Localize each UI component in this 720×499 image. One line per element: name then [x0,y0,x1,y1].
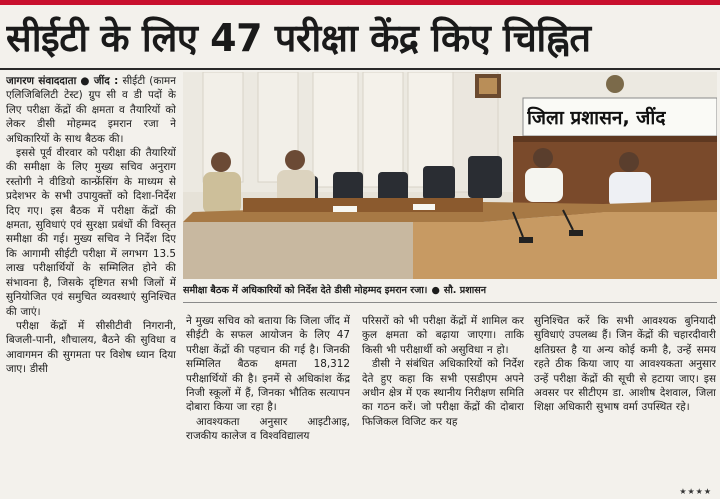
top-accent-bar [0,0,720,5]
footer-stars: ★★★★ [679,487,712,496]
paragraph: सुनिश्चित करें कि सभी आवश्यक बुनियादी सुविधाएं उपलब्ध हैं। जिन केंद्रों की चहारदीवारी क्षतिग्रस्त है या अन्य कोई कमी है, उन्हें समय रहते ठीक किया जाए या आवश्यकता अनुसार उन्हें परीक्षा केंद्रों की सूची से हटाया जाए। इस अवसर पर सीटीएम डा. आशीष देशवाल, जिला शिक्षा अधिकारी सुभाष वर्मा उपस्थित रहे। [534,315,716,414]
byline: जागरण संवाददाता [6,75,77,87]
photo-caption [183,283,717,299]
lead-paragraph [6,74,176,146]
paragraph: डीसी ने संबंधित अधिकारियों को निर्देश देते हुए कहा कि सभी एसडीएम अपने अधीन क्षेत्र में एक स्थानीय निरीक्षण समिति का गठन करें। जो परीक्षा केंद्रों की दोबारा फिजिकल विजिट कर यह [362,358,524,428]
photo-credit: सौ. प्रशासन [443,285,487,296]
caption-rule [183,302,717,303]
byline-dot: ● [80,75,94,87]
caption-text: समीक्षा बैठक में अधिकारियों को निर्देश देते डीसी मोहम्मद इमरान रजा। [183,285,428,296]
headline: सीईटी के लिए 47 परीक्षा केंद्र किए चिह्नित [6,16,591,60]
dateline: जींद : [93,75,119,87]
paragraph: ने मुख्य सचिव को बताया कि जिला जींद में सीईटी के सफल आयोजन के लिए 47 परीक्षा केंद्रों की पहचान की गई है। जिनकी सम्मिलित बैठक क्षमता 18,312 परीक्षार्थियों की है। इनमें से अधिकांश केंद्र निजी स्कूलों में हैं, जिनका भौतिक सत्यापन दोबारा किया जा रहा है। [186,315,350,414]
photo-banner-text: जिला प्रशासन, जींद [527,107,666,129]
article-column-4 [534,314,716,494]
article-column-1 [6,74,176,494]
article-column-2 [186,314,350,494]
headline-rule [0,68,720,70]
meeting-photo [183,72,717,279]
caption-separator: ● [431,285,440,296]
paragraph: परिसरों को भी परीक्षा केंद्रों में शामिल कर कुल क्षमता को बढ़ाया जाएगा। ताकि किसी भी परीक्षार्थी को असुविधा न हो। [362,315,524,356]
paragraph: आवश्यकता अनुसार आइटीआइ, राजकीय कालेज व विश्वविद्यालय [186,415,350,443]
paragraph: परीक्षा केंद्रों में सीसीटीवी निगरानी, बिजली-पानी, शौचालय, बैठने की सुविधा व आवागमन की सुगमता पर विशेष ध्यान दिया जाए। डीसी [6,319,176,376]
paragraph: इससे पूर्व वीरवार को परीक्षा की तैयारियों की समीक्षा के लिए मुख्य सचिव अनुराग रस्तोगी ने वीडियो कान्फ्रेंसिंग के माध्यम से प्रदेशभर के सभी उपायुक्तों को दिशा-निर्देश दिए गए। इस बैठक में परीक्षा केंद्रों की क्षमता, सुविधाएं एवं सुरक्षा प्रबंधों की विस्तृत समीक्षा की गई। मुख्य सचिव ने निर्देश दिए कि आगामी सीईटी परीक्षा में लगभग 13.5 लाख परीक्षार्थियों के सम्मिलित होने की संभावना है, जिसके दृष्टिगत सभी जिलों में सुनियोजित एवं समुचित व्यवस्थाएं सुनिश्चित की जाएं। [6,147,176,318]
paragraph-text: सीईटी (कामन एलिजिबिलिटी टेस्ट) ग्रुप सी व डी पदों के लिए परीक्षा केंद्रों की क्षमता व तैयारियों को लेकर डीसी मोहम्मद इमरान रजा ने अधिकारियों के साथ बैठक की। [6,75,176,145]
article-column-3 [362,314,524,494]
